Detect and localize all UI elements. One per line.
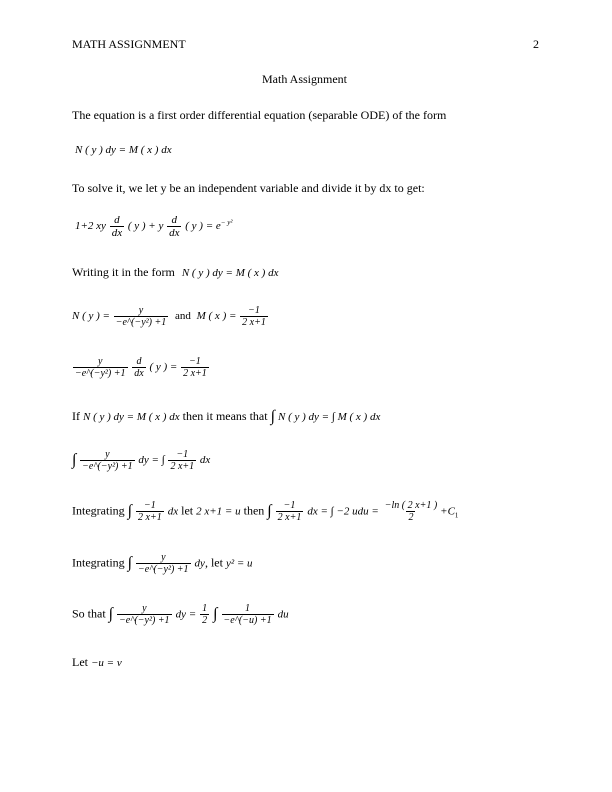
equation-3: N ( y ) dy = M ( x ) dx: [181, 267, 279, 279]
eq8-frac-1: $\frac{-1}{2 x+1}$: [138, 500, 162, 523]
paragraph-9: Let −u = v: [72, 655, 122, 669]
paragraph-5: If N ( y ) dy = M ( x ) dx then it means that ∫ N ( y ) dy = ∫ M ( x ) dx: [72, 408, 381, 425]
eq7-frac-left: $\frac{y}{\text{−e\textasciicircum{}(−y²) +1}}$: [82, 449, 133, 472]
paragraph-8: So that ∫ $\frac{y}{\text{−e\textasciicircum{}(−y²) +1}}$ dy = $\frac{1}{2}$ ∫ $\frac{1}{-e\^{}(-u) +1}$ du: [72, 603, 289, 626]
eq5-frac-left: $\frac{y}{\text{−e\textasciicircum{}(−y²) +1}}$: [75, 356, 126, 379]
paragraph-1: The equation is a first order differential equation (separable ODE) of the form: [72, 108, 447, 122]
eq5-frac-right: $\frac{-1}{2 x+1}$: [183, 356, 207, 379]
eq4-frac-m: $\frac{-1}{2 x+1}$: [242, 305, 266, 328]
page-number: 2: [533, 37, 539, 51]
paragraph-2: To solve it, we let y be an independent variable and divide it by dx to get:: [72, 181, 425, 195]
eq10-frac-left: $\frac{y}{\text{−e\textasciicircum{}(−y²) +1}}$: [119, 603, 170, 626]
eq2-exponent: − y²: [220, 218, 233, 227]
running-head: MATH ASSIGNMENT: [72, 37, 186, 51]
paragraph-7: Integrating ∫ $\frac{y}{\text{−e\textasciicircum{}(−y²) +1}}$ dy, let y² = u: [72, 552, 253, 575]
eq8-frac-3: $\frac{-\ln ( 2 x+1 )}{2}$: [384, 500, 438, 523]
eq10-half: $\frac{1}{2}$: [202, 603, 208, 626]
eq2-lead: 1+2 xy: [75, 220, 106, 233]
equation-1: N ( y ) dy = M ( x ) dx: [75, 144, 172, 156]
eq10-frac-right: $\frac{1}{-e\^{}(-u) +1}$: [223, 603, 272, 626]
eq2-deriv-1: $\frac{d}{dx}$: [111, 214, 123, 239]
equation-4: N ( y ) = $\frac{y}{\text{−e\textasciicircum{}(−y²) +1}}$ and M ( x ) = $\frac{-1}{2 x+1}$: [72, 305, 266, 328]
equation-5: $\frac{y}{\text{−e\textasciicircum{}(−y²) +1}}$ $\frac{d}{dx}$ ( y ) = $\frac{-1}{2 x+1}$: [75, 356, 207, 379]
equation-2: [75, 214, 232, 239]
integral-sign: ∫: [270, 408, 275, 425]
eq9-frac: $\frac{y}{\text{−e\textasciicircum{}(−y²) +1}}$: [138, 552, 189, 575]
eq8-frac-2: $\frac{-1}{2 x+1}$: [277, 500, 302, 523]
eq2-deriv-2: $\frac{d}{dx}$: [169, 214, 180, 239]
page-title: Math Assignment: [262, 72, 348, 86]
eq7-frac-right: $\frac{-1}{2 x+1}$: [170, 449, 195, 472]
paragraph-6: Integrating ∫ $\frac{-1}{2 x+1}$ dx let 2 x+1 = u then ∫ $\frac{-1}{2 x+1}$ dx = ∫ −2 udu = $\frac{-\ln ( 2 x+1 )}{2}$ $+C_1$: [72, 500, 459, 523]
eq2-tail: ( y ) = e: [185, 220, 221, 233]
equation-7: ∫ $\frac{y}{\text{−e\textasciicircum{}(−y²) +1}}$ dy = ∫ $\frac{-1}{2 x+1}$ dx: [72, 449, 211, 472]
eq5-deriv: $\frac{d}{dx}$: [134, 356, 144, 379]
eq4-frac-n: $\frac{y}{\text{−e\textasciicircum{}(−y²) +1}}$: [115, 305, 167, 328]
eq2-mid: ( y ) + y: [127, 220, 164, 233]
paragraph-3: Writing it in the form N ( y ) dy = M ( x ) dx: [72, 265, 279, 279]
